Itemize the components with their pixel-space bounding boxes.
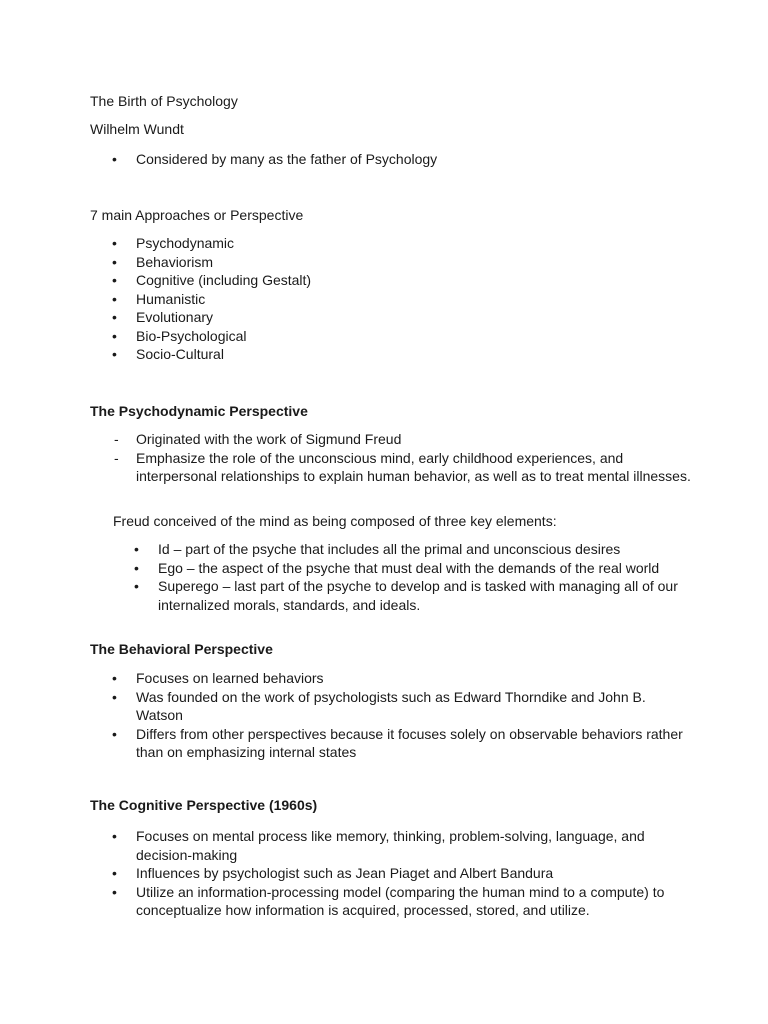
bullet-marker: • (112, 865, 117, 881)
behavioral-list (0, 669, 768, 762)
bullet-marker: • (112, 670, 117, 686)
freud-elements-list (0, 540, 768, 614)
list-item (0, 234, 696, 253)
list-item (0, 271, 696, 290)
list-item (0, 559, 688, 578)
list-item-text: Ego – the aspect of the psyche that must deal with the demands of the real world (158, 559, 660, 576)
list-item (0, 290, 696, 309)
bullet-marker: • (134, 541, 139, 557)
dash-marker: - (114, 431, 119, 447)
approaches-list (0, 234, 768, 364)
list-item (0, 430, 696, 449)
bullet-marker: • (112, 346, 117, 362)
bullet-marker: • (112, 253, 117, 270)
bullet-marker: • (112, 883, 117, 900)
bullet-marker: • (112, 725, 117, 742)
bullet-marker: • (112, 235, 117, 251)
list-item-text: Behaviorism (136, 253, 214, 270)
list-item-text: Originated with the work of Sigmund Freud (136, 431, 402, 447)
behavioral-heading: The Behavioral Perspective (90, 641, 273, 657)
approaches-heading: 7 main Approaches or Perspective (90, 207, 304, 223)
list-item-text: Superego – last part of the psyche to develop and is tasked with managing all of our internalized morals, standards, and ideals. (158, 578, 678, 613)
list-item-text: Focuses on learned behaviors (136, 670, 324, 686)
list-item (0, 345, 696, 364)
bullet-marker: • (112, 828, 117, 844)
list-item (0, 449, 696, 486)
list-item-text: Cognitive (including Gestalt) (136, 272, 312, 288)
list-item-text: Focuses on mental process like memory, thinking, problem-solving, language, and decision-making (136, 828, 645, 863)
list-item (0, 688, 696, 725)
psychodynamic-heading: The Psychodynamic Perspective (90, 403, 308, 419)
subtitle-wundt: Wilhelm Wundt (90, 121, 184, 137)
list-item (0, 327, 696, 346)
dash-marker: - (114, 449, 119, 466)
list-item (0, 883, 696, 920)
bullet-marker: • (134, 559, 139, 576)
bullet-marker: • (112, 309, 117, 325)
cognitive-heading: The Cognitive Perspective (1960s) (90, 797, 318, 813)
list-item (0, 827, 696, 864)
list-item (0, 150, 696, 169)
list-item (0, 669, 696, 688)
bullet-marker: • (134, 578, 139, 594)
page-title: The Birth of Psychology (90, 93, 238, 109)
list-item (0, 308, 696, 327)
list-item-text: Socio-Cultural (136, 346, 224, 362)
list-item-text: Humanistic (136, 290, 206, 307)
list-item-text: Psychodynamic (136, 235, 235, 251)
list-item (0, 540, 688, 559)
list-item (0, 864, 696, 883)
list-item-text: Evolutionary (136, 309, 214, 325)
list-item-text: Id – part of the psyche that includes all the primal and unconscious desires (158, 541, 621, 557)
list-item-text: Was founded on the work of psychologists such as Edward Thorndike and John B. Watson (136, 688, 646, 723)
list-item-text: Differs from other perspectives because it focuses solely on observable behaviors rather than on emphasizing internal states (136, 725, 683, 760)
list-item (0, 253, 696, 272)
list-item-text: Bio-Psychological (136, 327, 247, 344)
bullet-marker: • (112, 151, 117, 167)
list-item (0, 577, 688, 614)
cognitive-list (0, 827, 768, 920)
list-item-text: Influences by psychologist such as Jean Piaget and Albert Bandura (136, 865, 554, 881)
list-item (0, 725, 696, 762)
list-item-text: Emphasize the role of the unconscious mind, early childhood experiences, and interpersonal relationships to explain human behavior, as well as to treat mental illnesses. (136, 449, 691, 484)
bullet-marker: • (112, 290, 117, 307)
freud-intro: Freud conceived of the mind as being composed of three key elements: (113, 513, 557, 529)
list-item-text: Considered by many as the father of Psychology (136, 151, 438, 167)
bullet-marker: • (112, 272, 117, 288)
bullet-marker: • (112, 688, 117, 705)
wundt-list (0, 150, 768, 169)
psychodynamic-list (0, 430, 768, 486)
list-item-text: Utilize an information-processing model (comparing the human mind to a compute) to conceptualize how information is acquired, processed, stored, and utilize. (136, 883, 665, 918)
bullet-marker: • (112, 327, 117, 344)
